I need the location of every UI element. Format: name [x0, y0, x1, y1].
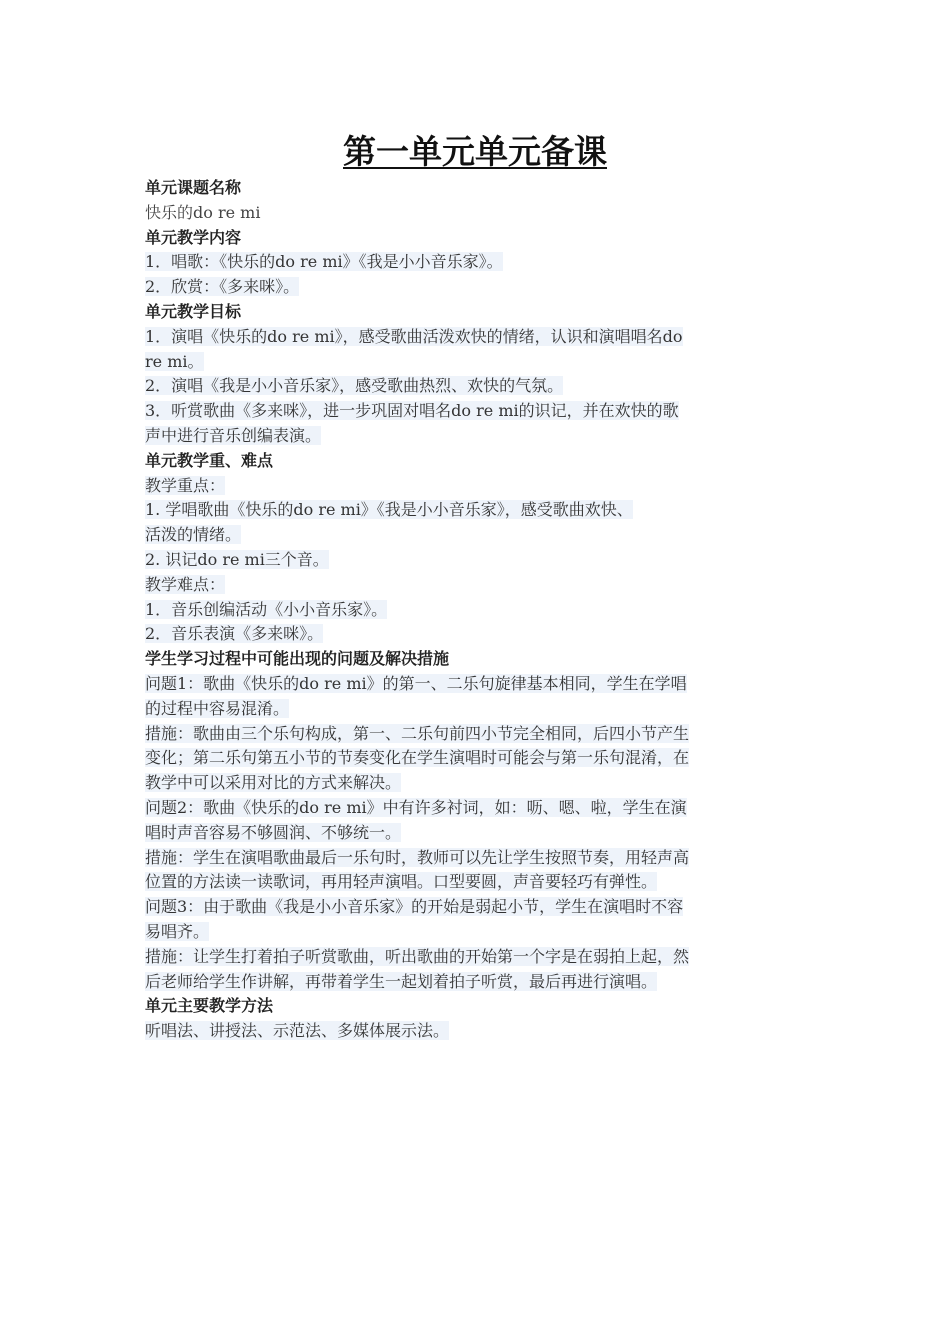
text-line-content: 2．欣赏：《多来咪》。 [145, 277, 300, 297]
text-line [145, 498, 815, 523]
section-heading: 单元教学目标 [145, 301, 242, 321]
text-line [145, 374, 815, 399]
text-line [145, 846, 815, 871]
text-line [145, 275, 815, 300]
text-line-content: 2．演唱《我是小小音乐家》，感受歌曲热烈、欢快的气氛。 [145, 376, 564, 396]
section-heading: 单元教学内容 [145, 227, 242, 247]
text-line [145, 722, 815, 747]
text-line [145, 895, 815, 920]
page-title-text: 第一单元单元备课 [343, 132, 607, 171]
text-line-content: 问题2：歌曲《快乐的do re mi》中有许多衬词，如：呖、嗯、啦，学生在演 [145, 797, 687, 817]
text-line [145, 945, 815, 970]
text-line [145, 1019, 815, 1044]
text-line [145, 598, 815, 623]
text-line [145, 548, 815, 573]
text-line-content: 声中进行音乐创编表演。 [145, 425, 322, 445]
text-line-content: 措施：让学生打着拍子听赏歌曲，听出歌曲的开始第一个字是在弱拍上起，然 [145, 946, 690, 966]
text-line-content: 措施：学生在演唱歌曲最后一乐句时，教师可以先让学生按照节奏，用轻声高 [145, 847, 690, 867]
document-body [145, 176, 815, 1044]
text-line [145, 771, 815, 796]
text-line [145, 250, 815, 275]
text-line-content: 教学难点： [145, 574, 226, 594]
text-line-content: 后老师给学生作讲解，再带着学生一起划着拍子听赏，最后再进行演唱。 [145, 971, 658, 991]
text-line-content: 1．演唱《快乐的do re mi》，感受歌曲活泼欢快的情绪，认识和演唱唱名do [145, 326, 683, 346]
text-line [145, 672, 815, 697]
text-line [145, 920, 815, 945]
text-line-content: re mi。 [145, 351, 204, 371]
text-line-content: 的过程中容易混淆。 [145, 698, 290, 718]
text-line-content: 唱时声音容易不够圆润、不够统一。 [145, 822, 402, 842]
text-line-content: 问题3：由于歌曲《我是小小音乐家》的开始是弱起小节，学生在演唱时不容 [145, 897, 684, 917]
text-line [145, 970, 815, 995]
text-line-content: 易唱齐。 [145, 921, 210, 941]
text-line-content: 2. 识记do re mi三个音。 [145, 549, 329, 569]
text-line-content: 2．音乐表演《多来咪》。 [145, 624, 324, 644]
text-line [145, 821, 815, 846]
text-line-content: 教学中可以采用对比的方式来解决。 [145, 773, 402, 793]
text-line [145, 796, 815, 821]
section-heading: 学生学习过程中可能出现的问题及解决措施 [145, 649, 450, 669]
text-line [145, 573, 815, 598]
text-line [145, 424, 815, 449]
page-title [0, 130, 950, 174]
text-line [145, 399, 815, 424]
text-line [145, 697, 815, 722]
text-line-content: 问题1：歌曲《快乐的do re mi》的第一、二乐句旋律基本相同，学生在学唱 [145, 673, 687, 693]
text-line [145, 746, 815, 771]
text-line-content: 3．听赏歌曲《多来咪》，进一步巩固对唱名do re mi的识记，并在欢快的歌 [145, 401, 679, 421]
text-line [145, 622, 815, 647]
text-line-content: 变化；第二乐句第五小节的节奏变化在学生演唱时可能会与第一乐句混淆，在 [145, 748, 690, 768]
text-line-content: 措施：歌曲由三个乐句构成，第一、二乐句前四小节完全相同，后四小节产生 [145, 723, 690, 743]
text-line-content: 听唱法、讲授法、示范法、多媒体展示法。 [145, 1021, 450, 1041]
text-line-content: 1. 学唱歌曲《快乐的do re mi》《我是小小音乐家》，感受歌曲欢快、 [145, 500, 633, 520]
text-line [145, 523, 815, 548]
text-line [145, 325, 815, 350]
text-line: 快乐的do re mi [145, 202, 261, 222]
text-line [145, 350, 815, 375]
text-line [145, 870, 815, 895]
text-line [145, 474, 815, 499]
text-line-content: 活泼的情绪。 [145, 525, 242, 545]
section-heading: 单元主要教学方法 [145, 996, 274, 1016]
text-line-content: 位置的方法读一读歌词，再用轻声演唱。口型要圆，声音要轻巧有弹性。 [145, 872, 658, 892]
section-heading: 单元课题名称 [145, 178, 242, 197]
text-line-content: 1．唱歌：《快乐的do re mi》《我是小小音乐家》。 [145, 252, 503, 272]
section-heading: 单元教学重、难点 [145, 450, 274, 470]
text-line-content: 教学重点： [145, 475, 226, 495]
text-line-content: 1．音乐创编活动《小小音乐家》。 [145, 599, 388, 619]
